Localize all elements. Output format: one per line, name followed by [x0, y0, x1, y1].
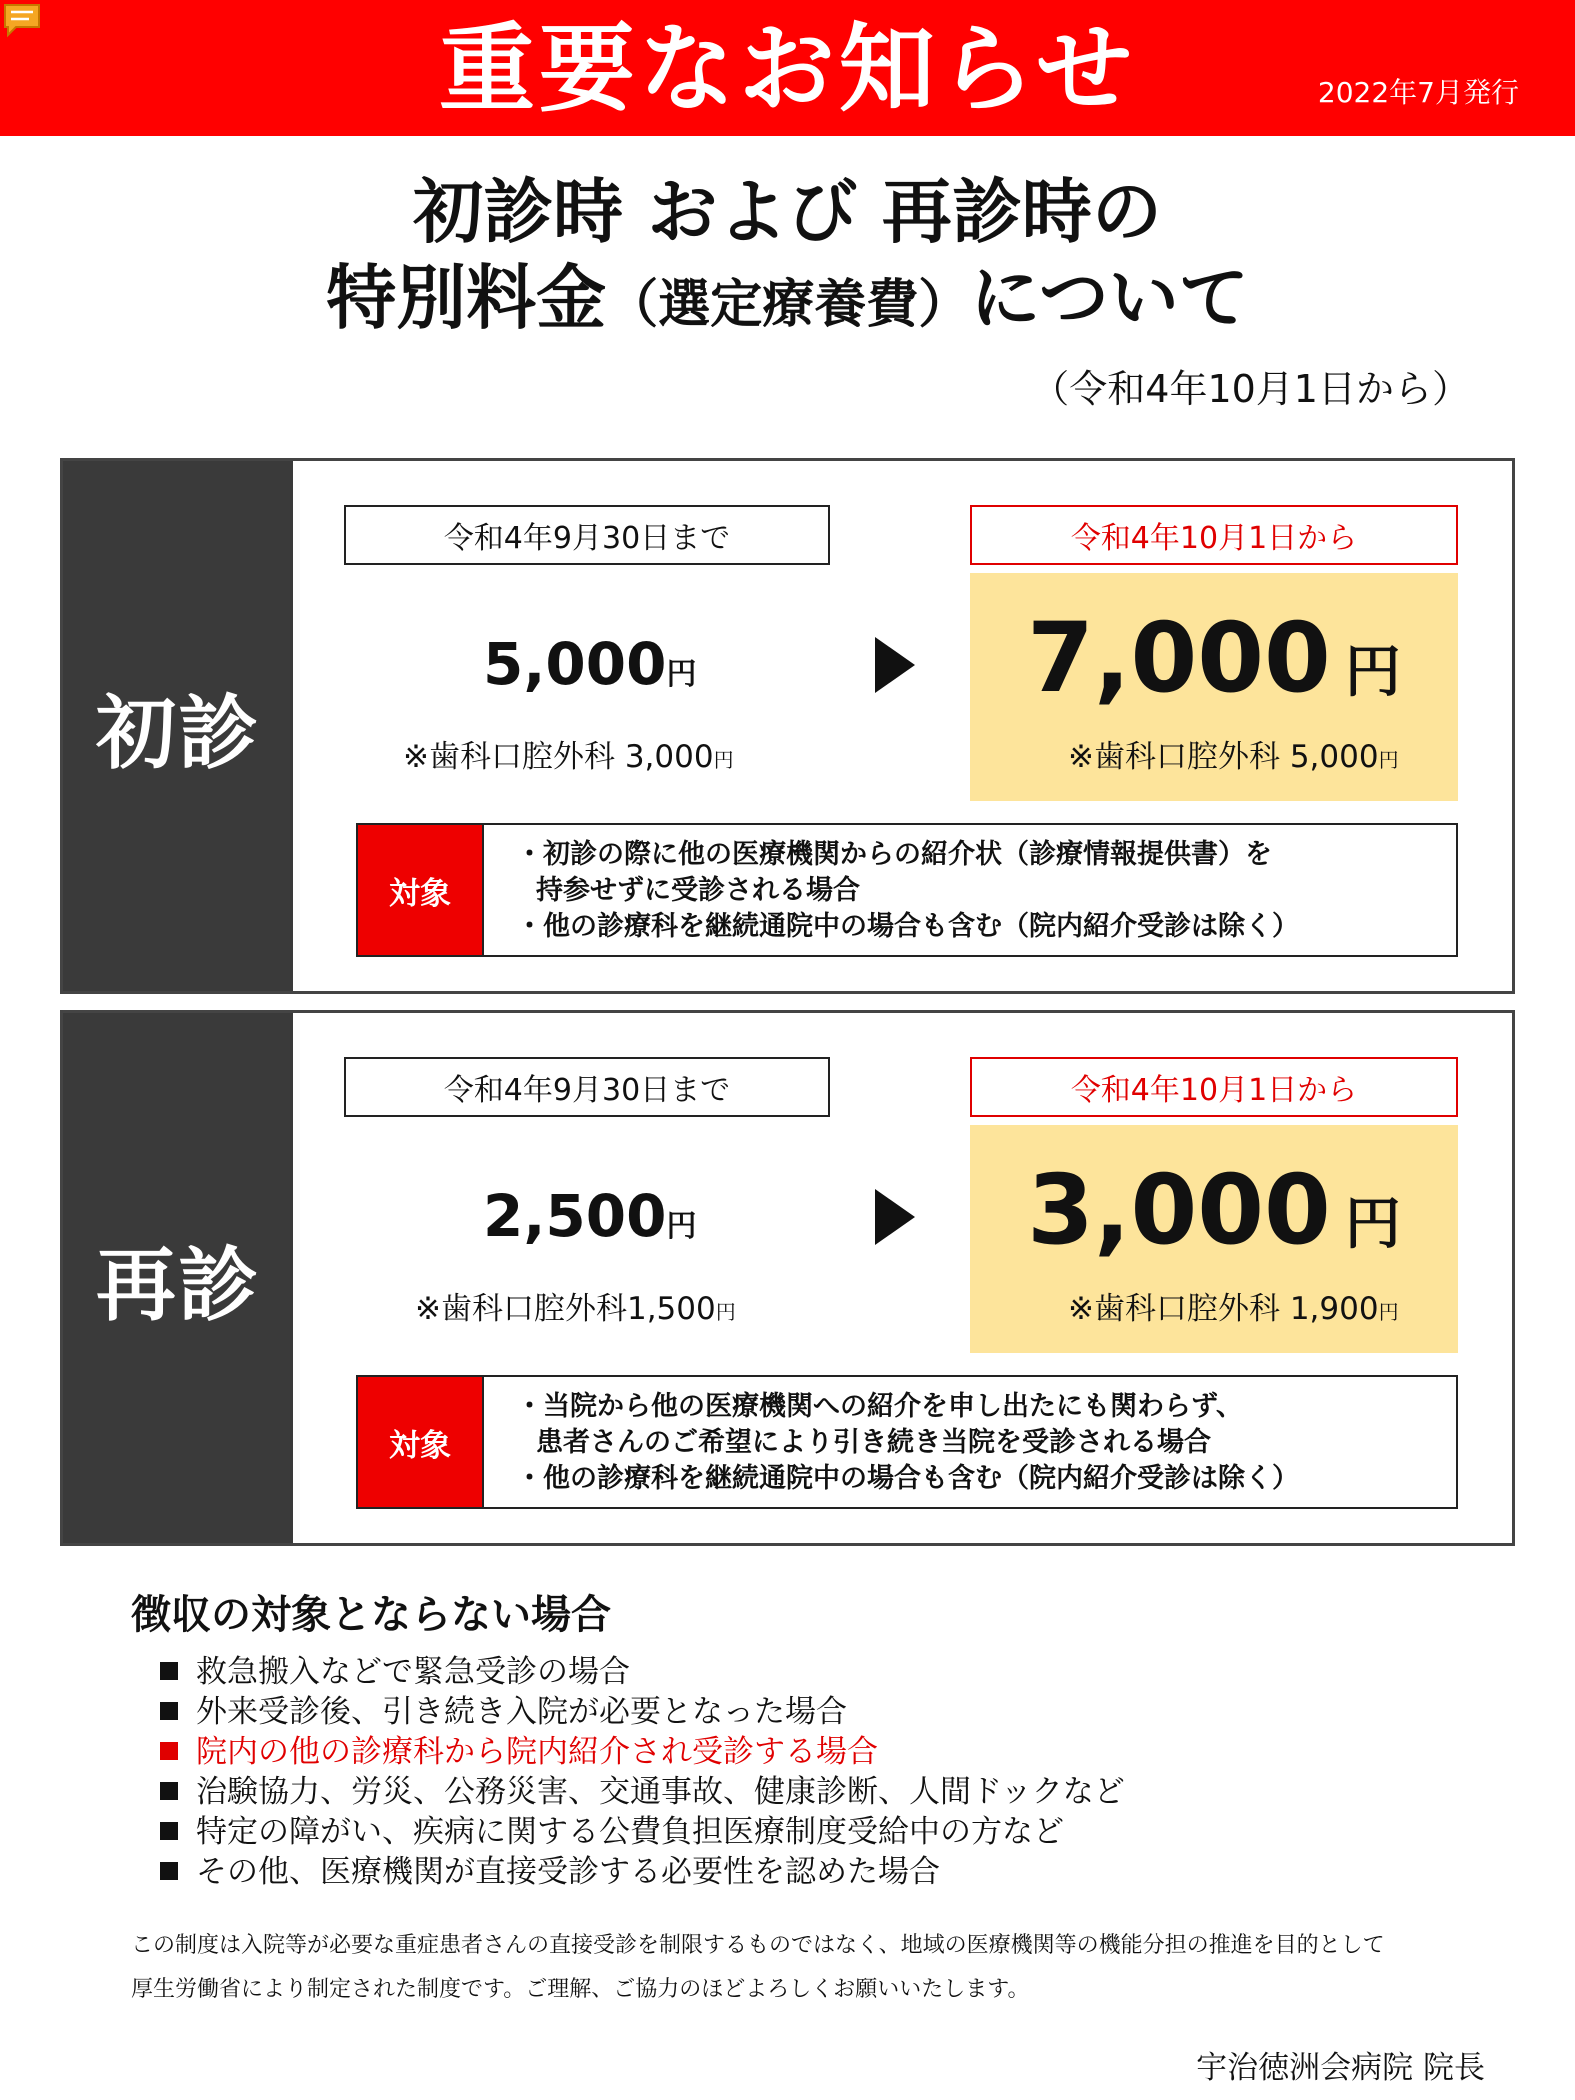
new-date-box: 令和4年10月1日から	[970, 505, 1458, 565]
new-dental-note	[1068, 1289, 1399, 1332]
list-item	[160, 1852, 1125, 1892]
target-line: 患者さんのご希望により引き続き当院を受診される場合	[536, 1427, 1211, 1458]
signature: 宇治徳洲会病院 院長	[1196, 2050, 1485, 2086]
old-price-value: 2,500	[483, 1182, 667, 1250]
list-item	[160, 1812, 1125, 1852]
list-item-text: 救急搬入などで緊急受診の場合	[196, 1654, 630, 1690]
arrow-right-icon	[875, 1189, 915, 1245]
new-price-value: 3,000	[1027, 1154, 1331, 1266]
footer-note-line: この制度は入院等が必要な重症患者さんの直接受診を制限するものではなく、地域の医療機関等の機能分担の推進を目的として	[131, 1933, 1385, 1958]
square-bullet-icon	[160, 1822, 178, 1840]
subtitle-prefix: 特別料金	[326, 257, 607, 339]
old-price-yen: 円	[666, 657, 697, 692]
list-item	[160, 1772, 1125, 1812]
header-banner	[0, 0, 1575, 136]
old-price	[483, 1181, 696, 1262]
subtitle-line-2	[0, 256, 1575, 347]
square-bullet-icon	[160, 1782, 178, 1800]
revisit-section	[60, 1010, 1515, 1546]
list-item-text: 院内の他の診療科から院内紹介され受診する場合	[196, 1734, 878, 1770]
target-box	[356, 823, 1458, 957]
arrow-right-icon	[875, 637, 915, 693]
square-bullet-icon	[160, 1862, 178, 1880]
new-note-text: ※歯科口腔外科 1,900	[1068, 1291, 1379, 1327]
old-dental-note	[403, 737, 903, 780]
target-line: 持参せずに受診される場合	[536, 875, 860, 906]
section-label: 再診	[63, 1013, 293, 1543]
new-date-box: 令和4年10月1日から	[970, 1057, 1458, 1117]
square-bullet-icon	[160, 1742, 178, 1760]
old-note-text: ※歯科口腔外科 3,000	[403, 739, 714, 775]
square-bullet-icon	[160, 1662, 178, 1680]
new-price-value: 7,000	[1027, 602, 1331, 714]
exempt-title: 徴収の対象とならない場合	[131, 1592, 611, 1638]
list-item-text: 治験協力、労災、公務災害、交通事故、健康診断、人間ドックなど	[196, 1774, 1125, 1810]
new-note-yen: 円	[1378, 748, 1399, 772]
page-title: 重要なお知らせ	[438, 13, 1137, 125]
first-visit-section	[60, 458, 1515, 994]
subtitle-suffix: について	[970, 257, 1249, 339]
target-line: ・他の診療科を継続通院中の場合も含む（院内紹介受診は除く）	[516, 911, 1299, 942]
list-item	[160, 1652, 1125, 1692]
old-price-value: 5,000	[483, 630, 667, 698]
effective-date: （令和4年10月1日から）	[1031, 367, 1470, 411]
target-text	[516, 837, 1299, 945]
new-price	[970, 1155, 1458, 1280]
list-item-highlighted	[160, 1732, 1125, 1772]
old-price	[483, 629, 696, 710]
old-note-yen: 円	[713, 748, 734, 772]
target-text	[516, 1389, 1299, 1497]
new-dental-note	[1068, 737, 1399, 780]
old-date-box: 令和4年9月30日まで	[344, 505, 830, 565]
new-price	[970, 603, 1458, 728]
target-line: ・他の診療科を継続通院中の場合も含む（院内紹介受診は除く）	[516, 1463, 1299, 1494]
list-item-text: 外来受診後、引き続き入院が必要となった場合	[196, 1694, 847, 1730]
target-label: 対象	[358, 1377, 484, 1507]
old-date-box: 令和4年9月30日まで	[344, 1057, 830, 1117]
old-dental-note	[415, 1289, 915, 1332]
list-item-text: 特定の障がい、疾病に関する公費負担医療制度受給中の方など	[196, 1814, 1064, 1850]
footer-note-line: 厚生労働省により制定された制度です。ご理解、ご協力のほどよろしくお願いいたします。	[131, 1977, 1030, 2002]
exempt-list	[160, 1652, 1125, 1892]
new-price-yen: 円	[1344, 1192, 1401, 1257]
old-note-yen: 円	[715, 1300, 736, 1324]
subtitle-paren: （選定療養費）	[606, 275, 971, 335]
new-note-yen: 円	[1378, 1300, 1399, 1324]
list-item	[160, 1692, 1125, 1732]
target-box	[356, 1375, 1458, 1509]
old-note-text: ※歯科口腔外科1,500	[415, 1291, 716, 1327]
footer-note	[131, 1924, 1385, 2012]
issue-date: 2022年7月発行	[1317, 76, 1519, 109]
target-label: 対象	[358, 825, 484, 955]
new-price-yen: 円	[1344, 640, 1401, 705]
square-bullet-icon	[160, 1702, 178, 1720]
subtitle-line-1: 初診時 および 再診時の	[413, 171, 1162, 253]
target-line: ・初診の際に他の医療機関からの紹介状（診療情報提供書）を	[516, 839, 1272, 870]
list-item-text: その他、医療機関が直接受診する必要性を認めた場合	[196, 1854, 940, 1890]
new-price-panel	[970, 573, 1458, 801]
section-label: 初診	[63, 461, 293, 991]
target-line: ・当院から他の医療機関への紹介を申し出たにも関わらず、	[516, 1391, 1243, 1422]
new-note-text: ※歯科口腔外科 5,000	[1068, 739, 1379, 775]
new-price-panel	[970, 1125, 1458, 1353]
old-price-yen: 円	[666, 1209, 697, 1244]
